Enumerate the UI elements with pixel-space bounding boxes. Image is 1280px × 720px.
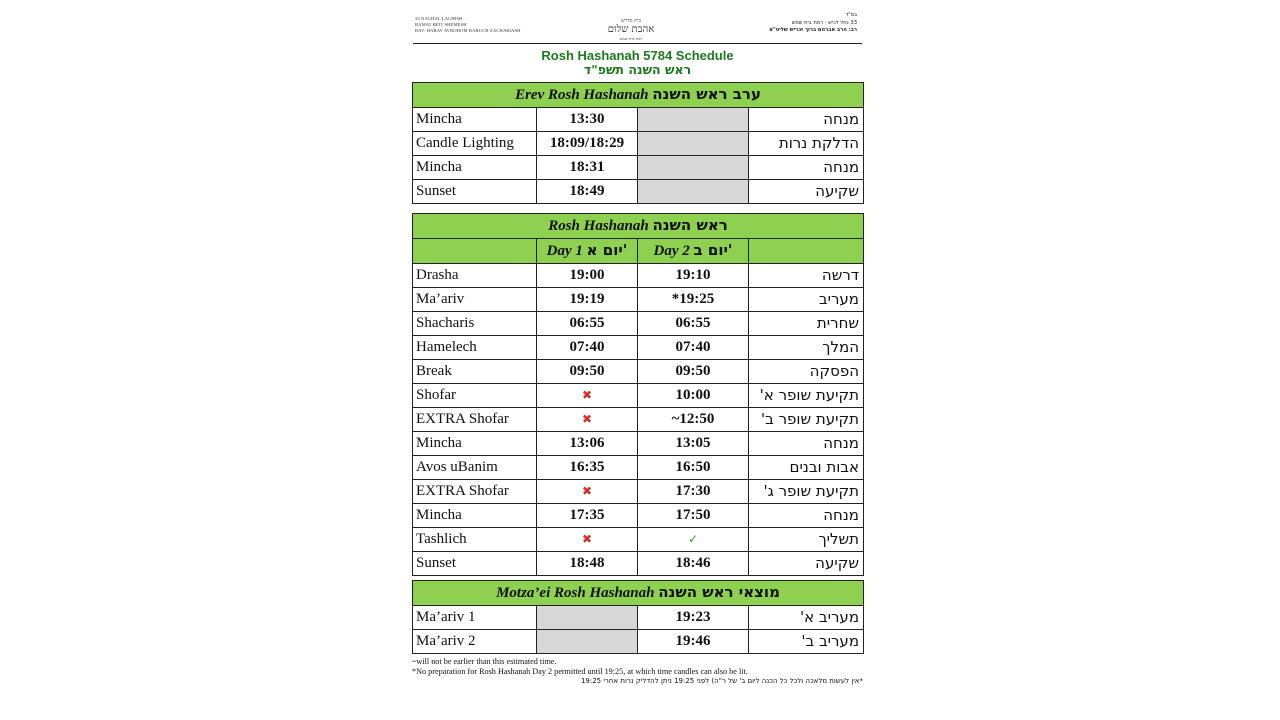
item-name: Ma’ariv 2	[413, 630, 537, 654]
table-row	[413, 312, 864, 336]
page-title-hebrew: ראש השנה תשפ"ד	[583, 62, 692, 77]
table-row	[413, 480, 864, 504]
item-name: Ma’ariv 1	[413, 606, 537, 630]
day2-time: 16:50	[638, 456, 749, 480]
letterhead-address-english	[415, 16, 521, 34]
day1-time: 17:35	[537, 504, 638, 528]
item-name: EXTRA Shofar	[413, 480, 537, 504]
day2-time: 09:50	[638, 360, 749, 384]
day2-label-hebrew: יום ב'	[693, 241, 733, 259]
table-row	[413, 288, 864, 312]
empty-cell	[638, 156, 749, 180]
item-time: 18:09/18:29	[537, 132, 638, 156]
erev-table	[412, 82, 864, 204]
day-header-empty	[749, 239, 864, 264]
item-name: Mincha	[413, 108, 537, 132]
page-title: Rosh Hashanah 5784 Schedule	[541, 48, 734, 63]
footnote-hebrew: *אין לעשות מלאכה ולכל כל הכנה ליום ב' של ר"ה) לפני 19:25 ניתן להדליק נרות אחרי 19:25	[580, 677, 863, 685]
item-name-hebrew: תקיעת שופר ב'	[749, 408, 864, 432]
section-title-english: Rosh Hashanah	[548, 218, 649, 234]
day-header-empty	[413, 239, 537, 264]
day2-time: 06:55	[638, 312, 749, 336]
item-name-hebrew: תקיעת שופר ג'	[749, 480, 864, 504]
item-name-hebrew: המלך	[749, 336, 864, 360]
item-time: 19:46	[638, 630, 749, 654]
address-line: בס"ד	[845, 12, 857, 18]
empty-cell	[638, 180, 749, 204]
table-row	[413, 432, 864, 456]
logo-main-text: אהבת שלום	[607, 24, 655, 35]
day1-time: 16:35	[537, 456, 638, 480]
day1-time: 06:55	[537, 312, 638, 336]
item-name: EXTRA Shofar	[413, 408, 537, 432]
table-row	[413, 456, 864, 480]
item-name: Tashlich	[413, 528, 537, 552]
item-name: Shofar	[413, 384, 537, 408]
section-header-row	[413, 214, 864, 239]
day2-time: 18:46	[638, 552, 749, 576]
day2-time: ~12:50	[638, 408, 749, 432]
day2-time: 13:05	[638, 432, 749, 456]
table-row	[413, 180, 864, 204]
item-name: Sunset	[413, 180, 537, 204]
item-time: 19:23	[638, 606, 749, 630]
day2-time: *19:25	[638, 288, 749, 312]
table-row	[413, 528, 864, 552]
header-divider	[413, 43, 862, 44]
item-time: 18:49	[537, 180, 638, 204]
table-row	[413, 504, 864, 528]
item-name: Avos uBanim	[413, 456, 537, 480]
section-title-english: Erev Rosh Hashanah	[515, 87, 649, 103]
day2-time: 07:40	[638, 336, 749, 360]
section-title-hebrew: ראש השנה	[652, 216, 728, 234]
footnotes	[412, 657, 863, 677]
day1-label-hebrew: יום א'	[586, 241, 628, 259]
day1-time	[537, 384, 638, 408]
item-name-hebrew: דרשה	[749, 264, 864, 288]
day2-header	[638, 239, 749, 264]
item-name: Sunset	[413, 552, 537, 576]
address-line: רב: הרב אברהם ברוך זכריש שליט"א	[769, 27, 857, 33]
motzaei-table	[412, 580, 864, 654]
item-name-hebrew: אבות ובנים	[749, 456, 864, 480]
table-row	[413, 336, 864, 360]
item-name-hebrew: מנחה	[749, 432, 864, 456]
table-row	[413, 384, 864, 408]
shul-logo	[603, 18, 659, 41]
item-name-hebrew: שחרית	[749, 312, 864, 336]
table-row	[413, 630, 864, 654]
empty-cell	[638, 108, 749, 132]
day2-time: 19:10	[638, 264, 749, 288]
table-row	[413, 552, 864, 576]
section-title-english: Motza’ei Rosh Hashanah	[496, 585, 655, 601]
day1-time: 19:00	[537, 264, 638, 288]
item-name-hebrew: שקיעה	[749, 180, 864, 204]
item-name-hebrew: הדלקת נרות	[749, 132, 864, 156]
empty-cell	[638, 132, 749, 156]
item-name-hebrew: מנחה	[749, 108, 864, 132]
day1-time: 19:19	[537, 288, 638, 312]
footnote-star: *No preparation for Rosh Hashanah Day 2 permitted until 19:25, at which time candles can also be lit.	[412, 667, 748, 676]
section-title	[413, 83, 864, 108]
day-header-row	[413, 239, 864, 264]
day1-time: 13:06	[537, 432, 638, 456]
item-name: Mincha	[413, 432, 537, 456]
item-name-hebrew: מעריב א'	[749, 606, 864, 630]
item-name: Break	[413, 360, 537, 384]
letterhead	[410, 8, 865, 46]
empty-cell	[537, 606, 638, 630]
item-time: 18:31	[537, 156, 638, 180]
item-name-hebrew: תשליך	[749, 528, 864, 552]
section-title	[413, 214, 864, 239]
table-row	[413, 606, 864, 630]
section-title	[413, 581, 864, 606]
address-line: RAMAT BEIT SHEMESH	[415, 22, 467, 27]
section-title-hebrew: מוצאי ראש השנה	[658, 583, 780, 601]
check-icon: ✓	[687, 532, 699, 546]
day2-time	[638, 528, 749, 552]
item-name: Drasha	[413, 264, 537, 288]
day1-time	[537, 480, 638, 504]
item-name-hebrew: הפסקה	[749, 360, 864, 384]
table-row	[413, 156, 864, 180]
item-name-hebrew: שקיעה	[749, 552, 864, 576]
item-name: Hamelech	[413, 336, 537, 360]
item-name-hebrew: מעריב ב'	[749, 630, 864, 654]
day1-time: 18:48	[537, 552, 638, 576]
item-name-hebrew: מעריב	[749, 288, 864, 312]
schedule-page	[410, 0, 865, 720]
logo-bottom-text: רמת בית שמש	[619, 36, 643, 41]
item-name-hebrew: תקיעת שופר א'	[749, 384, 864, 408]
day1-label: Day 1	[546, 243, 583, 259]
day1-time: 07:40	[537, 336, 638, 360]
day2-label: Day 2	[653, 243, 690, 259]
day2-time: 17:50	[638, 504, 749, 528]
section-title-hebrew: ערב ראש השנה	[652, 85, 761, 103]
address-line: 33 נחל לכיש · רמת בית שמש	[791, 19, 857, 26]
section-header-row	[413, 83, 864, 108]
section-header-row	[413, 581, 864, 606]
empty-cell	[537, 630, 638, 654]
address-line: RAV: HARAV AVROHOM BARUCH ZACHARIASH	[415, 28, 521, 33]
day2-time: 17:30	[638, 480, 749, 504]
table-row	[413, 408, 864, 432]
cross-icon: ✖	[581, 412, 593, 426]
item-time: 13:30	[537, 108, 638, 132]
table-row	[413, 132, 864, 156]
cross-icon: ✖	[581, 388, 593, 402]
cross-icon: ✖	[581, 532, 593, 546]
item-name-hebrew: מנחה	[749, 156, 864, 180]
table-row	[413, 108, 864, 132]
item-name: Mincha	[413, 504, 537, 528]
table-row	[413, 264, 864, 288]
item-name: Shacharis	[413, 312, 537, 336]
day2-time: 10:00	[638, 384, 749, 408]
rosh-hashanah-table	[412, 213, 864, 576]
cross-icon: ✖	[581, 484, 593, 498]
day1-time	[537, 528, 638, 552]
logo-top-text: בית מדרש	[621, 18, 641, 24]
address-line: 33 NACHAL LACHISH	[415, 16, 463, 21]
letterhead-address-hebrew	[769, 12, 857, 35]
table-row	[413, 360, 864, 384]
item-name-hebrew: מנחה	[749, 504, 864, 528]
footnote-tilde: ~will not be earlier than this estimated time.	[412, 657, 557, 666]
item-name: Candle Lighting	[413, 132, 537, 156]
day1-time	[537, 408, 638, 432]
item-name: Mincha	[413, 156, 537, 180]
day1-time: 09:50	[537, 360, 638, 384]
day1-header	[537, 239, 638, 264]
item-name: Ma’ariv	[413, 288, 537, 312]
